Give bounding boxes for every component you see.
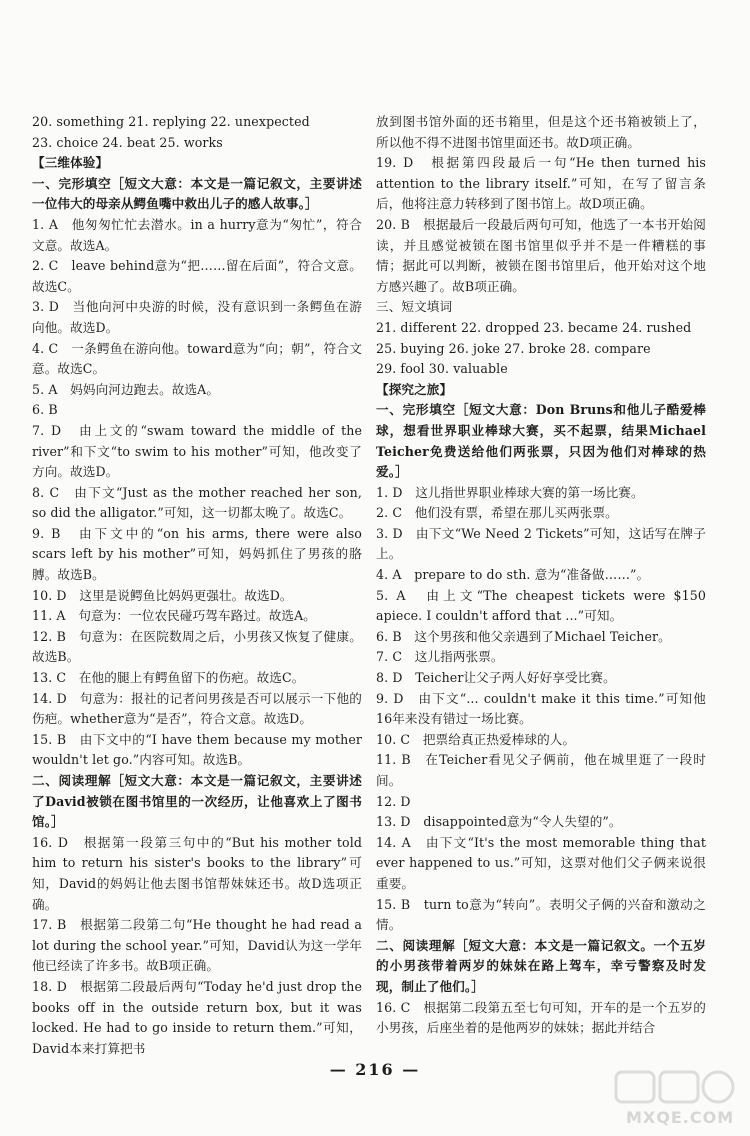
- answer-paragraph: 10. D 这里是说鳄鱼比妈妈更强壮。故选D。: [32, 587, 293, 603]
- answer-paragraph: 6. B 这个男孩和他父亲遇到了Michael Teicher。: [376, 628, 671, 644]
- right-column: [376, 112, 706, 1039]
- answer-paragraph: 7. D 由上文的“swam toward the middle of the river”和下文“to swim to his mother”可知，他改变了方向。故选D。: [32, 422, 362, 480]
- watermark-logo: [612, 1068, 744, 1130]
- answer-paragraph: 20. something 21. replying 22. unexpected: [32, 114, 310, 129]
- answer-paragraph: 6. B: [32, 402, 58, 418]
- answer-paragraph: 1. A 他匆匆忙忙去潜水。in a hurry意为“匆忙”，符合文意。故选A。: [32, 216, 362, 253]
- answer-paragraph: 放到图书馆外面的还书箱里，但是这个还书箱被锁上了，所以他不得不进图书馆里面还书。故D项正确。: [376, 114, 706, 150]
- answer-paragraph: 9. B 由下文中的“on his arms, there were also scars left by his mother”可知，妈妈抓住了男孩的胳膊。故选B。: [32, 525, 362, 583]
- answer-paragraph: 15. B turn to意为“转向”。表明父子俩的兴奋和激动之情。: [376, 896, 706, 933]
- answer-paragraph: 1. D 这儿指世界职业棒球大赛的第一场比赛。: [376, 484, 644, 500]
- answer-paragraph: 一、完形填空［短文大意：Don Bruns和他儿子酷爱棒球，想看世界职业棒球大赛，买不起票，结果Michael Teicher免费送给他们两张票，只因为他们对棒球的热爱。］: [376, 402, 706, 480]
- answer-paragraph: 18. D 根据第二段最后两句“Today he'd just drop the books off in the outside return box, but it was locked. He had to go inside to return them.”可知，David本来打算把书: [32, 978, 362, 1056]
- answer-paragraph: 20. B 根据最后一段最后两句可知，他选了一本书开始阅读，并且感觉被锁在图书馆里似乎并不是一件糟糕的事情；据此可以判断，被锁在图书馆里后，他开始对这个地方感兴趣了。故B项正确。: [376, 216, 706, 294]
- answer-paragraph: 13. C 在他的腿上有鳄鱼留下的伤疤。故选C。: [32, 670, 305, 686]
- answer-paragraph: 二、阅读理解［短文大意：本文是一篇记叙文。一个五岁的小男孩带着两岁的妹妹在路上驾车，幸亏警察及时发现，制止了他们。］: [376, 937, 706, 994]
- answer-paragraph: 14. D 句意为：报社的记者问男孩是否可以展示一下他的伤疤。whether意为“是否”，符合文意。故选D。: [32, 690, 362, 727]
- answer-paragraph: 14. A 由下文“It's the most memorable thing that ever happened to us.”可知，这票对他们父子俩来说很重要。: [376, 834, 706, 891]
- answer-paragraph: 5. A 由上文“The cheapest tickets were $150 apiece. I couldn't afford that ...”可知。: [376, 587, 706, 624]
- answer-paragraph: 三、短文填词: [376, 299, 453, 315]
- answer-paragraph: 【三维体验】: [32, 155, 109, 171]
- answer-paragraph: 11. B 在Teicher看见父子俩前，他在城里逛了一段时间。: [376, 752, 706, 788]
- answer-paragraph: 15. B 由下文中的“I have them because my mother wouldn't let go.”内容可知。故选B。: [32, 731, 362, 768]
- answer-paragraph: 9. D 由下文“... couldn't make it this time.”可知他16年来没有错过一场比赛。: [376, 690, 706, 727]
- answer-paragraph: 12. B 句意为：在医院数周之后，小男孩又恢复了健康。故选B。: [32, 628, 362, 665]
- answer-paragraph: 2. C 他们没有票，希望在那儿买两张票。: [376, 505, 618, 521]
- answer-paragraph: 3. D 由下文“We Need 2 Tickets”可知，这话写在牌子上。: [376, 525, 706, 562]
- answer-paragraph: 25. buying 26. joke 27. broke 28. compare: [376, 340, 651, 356]
- left-column: [32, 112, 362, 1059]
- answer-paragraph: 13. D disappointed意为“令人失望的”。: [376, 814, 622, 830]
- answer-paragraph: 2. C leave behind意为“把……留在后面”，符合文意。故选C。: [32, 258, 362, 294]
- answer-paragraph: 4. C 一条鳄鱼在游向他。toward意为“向；朝”，符合文意。故选C。: [32, 340, 362, 377]
- answer-paragraph: 二、阅读理解［短文大意：本文是一篇记叙文，主要讲述了David被锁在图书馆里的一次经历，让他喜欢上了图书馆。］: [32, 773, 362, 830]
- answer-paragraph: 4. A prepare to do sth. 意为“准备做……”。: [376, 567, 650, 583]
- answer-paragraph: 19. D 根据第四段最后一句“He then turned his attention to the library itself.”可知，在写了留言条后，他将注意力转移到了图书馆上。故D项正确。: [376, 155, 706, 212]
- answer-paragraph: 21. different 22. dropped 23. became 24. rushed: [376, 319, 692, 335]
- watermark-text: MXQE.COM: [626, 1108, 735, 1127]
- answer-paragraph: 17. B 根据第二段第二句“He thought he had read a lot during the school year.”可知，David认为这一学年他已经读了许多书。故B项正确。: [32, 917, 362, 974]
- page-number: — 216 —: [329, 1060, 421, 1079]
- answer-paragraph: 12. D: [376, 793, 411, 809]
- answer-paragraph: 10. C 把票给真正热爱棒球的人。: [376, 731, 576, 747]
- answer-paragraph: 8. C 由下文“Just as the mother reached her son, so did the alligator.”可知，这一切都太晚了。故选C。: [32, 484, 362, 521]
- answer-paragraph: 16. D 根据第一段第三句中的“But his mother told him to return his sister's books to the library”可知，David的妈妈让他去图书馆帮妹妹还书。故D选项正确。: [32, 834, 362, 912]
- answer-paragraph: 【探究之旅】: [376, 381, 453, 397]
- answer-paragraph: 一、完形填空［短文大意：本文是一篇记叙文，主要讲述一位伟大的母亲从鳄鱼嘴中救出儿子的感人故事。］: [32, 175, 362, 212]
- answer-paragraph: 16. C 根据第二段第五至七句可知，开车的是一个五岁的小男孩，后座坐着的是他两岁的妹妹；据此并结合: [376, 999, 706, 1036]
- answer-paragraph: 3. D 当他向河中央游的时候，没有意识到一条鳄鱼在游向他。故选D。: [32, 299, 362, 335]
- answer-paragraph: 7. C 这儿指两张票。: [376, 649, 504, 665]
- answer-paragraph: 8. D Teicher让父子两人好好享受比赛。: [376, 670, 616, 686]
- answer-paragraph: 23. choice 24. beat 25. works: [32, 134, 223, 150]
- answer-paragraph: 5. A 妈妈向河边跑去。故选A。: [32, 381, 220, 397]
- answer-paragraph: 11. A 句意为：一位农民碰巧驾车路过。故选A。: [32, 608, 317, 624]
- answer-paragraph: 29. fool 30. valuable: [376, 361, 508, 377]
